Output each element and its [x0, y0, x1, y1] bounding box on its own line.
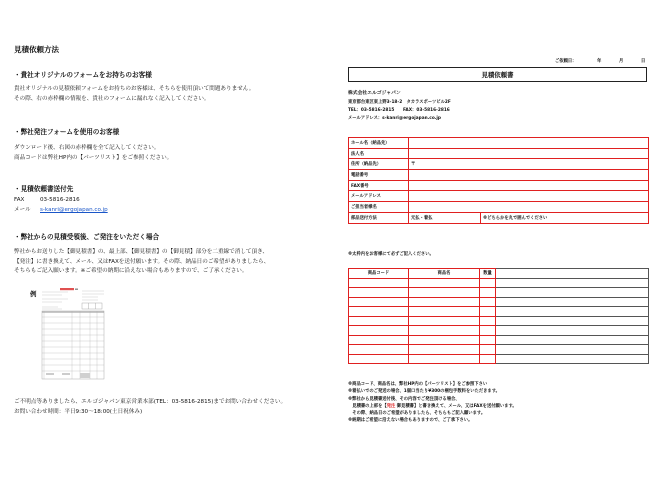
quantity-cell[interactable]	[480, 297, 496, 307]
company-address: 東京都台東区東上野3-18-2 タカラスポーツビル2F	[348, 100, 451, 105]
sample-quote-image	[38, 287, 106, 385]
extra-cell	[496, 345, 649, 355]
date-day-label: 日	[641, 59, 646, 64]
extra-cell	[496, 297, 649, 307]
form-row-contact-person	[349, 202, 649, 213]
note-line: ※納期はご希望に沿えない場合もありますので、ご了承下さい。	[348, 418, 473, 424]
product-name-cell[interactable]	[409, 297, 480, 307]
header-product-name: 商品名	[409, 269, 480, 279]
extra-cell	[496, 288, 649, 298]
product-name-cell[interactable]	[409, 307, 480, 317]
extra-cell	[496, 354, 649, 364]
form-label: FAX番号	[349, 180, 409, 191]
form-label: 住所（納品先）	[349, 159, 409, 170]
quantity-cell[interactable]	[480, 307, 496, 317]
form-field-hall-name[interactable]	[409, 138, 649, 149]
note-fragment: 御見積書】と書き換えて、メール、又はFAXを送付願います。	[395, 403, 517, 409]
document-title: 見積依頼書	[348, 67, 647, 82]
product-row	[349, 326, 649, 336]
product-name-cell[interactable]	[409, 288, 480, 298]
contact-footer	[14, 398, 286, 417]
product-name-cell[interactable]	[409, 345, 480, 355]
product-name-cell[interactable]	[409, 335, 480, 345]
fax-value: 03-5816-2816	[40, 197, 80, 203]
request-date-label: ご依頼日：	[555, 59, 577, 64]
form-field-contact-person[interactable]	[409, 202, 649, 213]
form-label: 法人名	[349, 148, 409, 159]
form-row-shipping	[349, 212, 649, 223]
section-heading-our-form: ・弊社発注フォームを使用のお客様	[14, 128, 120, 136]
extra-cell	[496, 278, 649, 288]
text-line: 貴社オリジナルの見積依頼フォームをお持ちのお客様は、そちらを使用頂いて問題ありません。	[14, 86, 255, 92]
product-name-cell[interactable]	[409, 316, 480, 326]
form-label: 電話番号	[349, 170, 409, 181]
product-code-cell[interactable]	[349, 307, 409, 317]
customer-info-form	[348, 137, 649, 224]
quantity-cell[interactable]	[480, 326, 496, 336]
header-quantity: 数量	[480, 269, 496, 279]
product-row	[349, 345, 649, 355]
extra-cell	[496, 335, 649, 345]
extra-cell	[496, 316, 649, 326]
form-row-fax	[349, 180, 649, 191]
product-name-cell[interactable]	[409, 278, 480, 288]
date-year-label: 年	[597, 59, 602, 64]
text-line: そちらもご記入願います。※ご希望の納期に沿えない場合もありますので、ご了承ください。	[14, 268, 248, 275]
notes-block	[348, 381, 517, 425]
form-row-company-name	[349, 148, 649, 159]
product-row	[349, 278, 649, 288]
shipping-options[interactable]: 元払・着払	[409, 212, 481, 223]
form-row-email	[349, 191, 649, 202]
note-line	[348, 403, 517, 410]
product-table-header	[349, 269, 649, 279]
product-code-cell[interactable]	[349, 297, 409, 307]
section-heading-send-to: ・見積依頼書送付先	[14, 185, 74, 193]
note-fragment: 見積書の上部を【	[348, 403, 387, 409]
product-code-cell[interactable]	[349, 354, 409, 364]
extra-cell	[496, 307, 649, 317]
highlight-order-text: 発注	[386, 403, 396, 409]
product-row	[349, 316, 649, 326]
note-line: ※着払いでのご発送の場合、1個口当たり¥300の梱包手数料をいただきます。	[348, 389, 500, 395]
form-field-address[interactable]: 〒	[409, 159, 649, 170]
header-blank	[496, 269, 649, 279]
form-field-company-name[interactable]	[409, 148, 649, 159]
text-line: その際、右の赤枠欄の情報を、貴社のフォームに漏れなく記入してください。	[14, 95, 210, 102]
fax-label: FAX	[14, 197, 25, 203]
product-code-cell[interactable]	[349, 316, 409, 326]
product-table	[348, 268, 649, 364]
product-code-cell[interactable]	[349, 278, 409, 288]
form-label: 部品送付方法	[349, 212, 409, 223]
product-code-cell[interactable]	[349, 345, 409, 355]
example-label: 例	[30, 290, 37, 298]
section-heading-ordering: ・弊社からの見積受領後、ご発注をいただく場合	[14, 233, 160, 241]
note-line: ※商品コード、商品名は、弊社HP内の【パーツリスト】をご参照下さい	[348, 382, 488, 387]
note-line: ※弊社から見積書送付後、その内容でご発注頂ける場合、	[348, 396, 460, 402]
quantity-cell[interactable]	[480, 345, 496, 355]
form-field-fax[interactable]	[409, 180, 649, 191]
contact-line: ご不明点等ありましたら、エルゴジャパン東京営業本部(TEL：03-5816-2815)までお問い合わせください。	[14, 399, 287, 405]
note-line: その際、納品日のご希望がありましたら、そちらもご記入願います。	[348, 411, 486, 417]
form-label: ご担当者様名	[349, 202, 409, 213]
sample-header-stamp	[60, 288, 74, 290]
form-field-phone[interactable]	[409, 170, 649, 181]
product-name-cell[interactable]	[409, 354, 480, 364]
form-label: メールアドレス	[349, 191, 409, 202]
text-line: 弊社からお送りした【御見積書】の、最上部、【御見積書】の【御見積】部分を二重線で消して頂き、	[14, 249, 269, 255]
text-line: ダウンロード後、右図の赤枠欄を全て記入してください。	[14, 145, 160, 151]
shipping-note: ※どちらかを丸で囲んでください	[481, 212, 649, 223]
section-text-original-form	[14, 85, 254, 104]
fax-line	[14, 196, 80, 206]
product-code-cell[interactable]	[349, 326, 409, 336]
form-row-hall-name	[349, 138, 649, 149]
product-row	[349, 307, 649, 317]
company-name: 株式会社エルゴジャパン	[348, 91, 401, 96]
quantity-cell[interactable]	[480, 354, 496, 364]
section-text-our-form	[14, 144, 172, 163]
mail-label: メール	[14, 207, 31, 213]
date-month-label: 月	[619, 59, 624, 64]
product-code-cell[interactable]	[349, 335, 409, 345]
email-link[interactable]: s-kanri@ergojapan.co.jp	[40, 207, 108, 213]
product-rows	[349, 278, 649, 364]
product-row	[349, 288, 649, 298]
quantity-cell[interactable]	[480, 316, 496, 326]
required-note: ※太枠内をお客様にて必ずご記入ください。	[348, 252, 434, 257]
section-heading-original-form: ・貴社オリジナルのフォームをお持ちのお客様	[14, 71, 152, 79]
company-tel-fax: TEL：03-5816-2815 FAX：03-5816-2816	[348, 108, 450, 113]
text-line: 【発注】に書き換えて、メール、又はFAXを送付願います。その際、納品日のご希望がありましたら、	[14, 258, 270, 265]
form-label: ホール名（納品先）	[349, 138, 409, 149]
quantity-cell[interactable]	[480, 335, 496, 345]
quantity-cell[interactable]	[480, 288, 496, 298]
form-row-phone	[349, 170, 649, 181]
extra-cell	[496, 326, 649, 336]
product-row	[349, 354, 649, 364]
mail-line	[14, 206, 108, 216]
product-code-cell[interactable]	[349, 288, 409, 298]
text-line: 商品コードは弊社HP内の【パーツリスト】をご参照ください。	[14, 154, 173, 161]
product-row	[349, 297, 649, 307]
form-field-email[interactable]	[409, 191, 649, 202]
product-row	[349, 335, 649, 345]
company-email: メールアドレス：s-kanri@ergojapan.co.jp	[348, 116, 441, 121]
quantity-cell[interactable]	[480, 278, 496, 288]
form-row-address	[349, 159, 649, 170]
page-title: 見積依頼方法	[14, 45, 59, 54]
hours-line: お問い合わせ時間：平日9:30～18:00(土日祝休み)	[14, 408, 143, 415]
header-product-code: 商品コード	[349, 269, 409, 279]
product-name-cell[interactable]	[409, 326, 480, 336]
section-text-ordering	[14, 248, 269, 277]
